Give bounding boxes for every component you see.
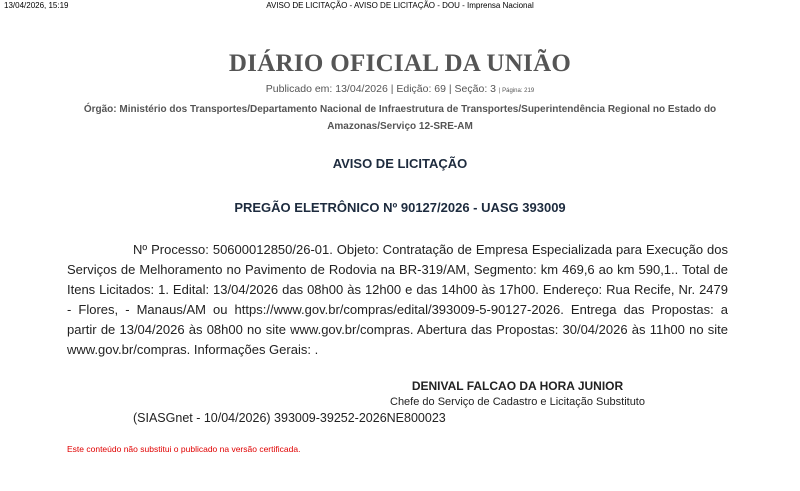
auction-heading: PREGÃO ELETRÔNICO Nº 90127/2026 - UASG 393009 <box>234 200 566 215</box>
signer-role: Chefe do Serviço de Cadastro e Licitação Substituto <box>390 396 645 408</box>
publication-details: Publicado em: 13/04/2026 | Edição: 69 | Seção: 3 <box>265 83 496 95</box>
siasg-reference: (SIASGnet - 10/04/2026) 393009-39252-2026NE800023 <box>133 411 446 425</box>
issuing-organ: Órgão: Ministério dos Transportes/Departamento Nacional de Infraestrutura de Transportes/Superintendência Regional no Estado do Amazonas/Serviço 12-SRE-AM <box>83 104 717 132</box>
notice-heading: AVISO DE LICITAÇÃO <box>332 156 468 171</box>
newspaper-title: DIÁRIO OFICIAL DA UNIÃO <box>228 50 572 77</box>
publication-info <box>0 83 800 95</box>
notice-body: Nº Processo: 50600012850/26-01. Objeto: Contratação de Empresa Especializada para Execução dos Serviços de Melhoramento no Pavimento de Rodovia na BR-319/AM, Segmento: km 469,6 ao km 590,1.. Total de Itens Licitados: 1. Edital: 13/04/2026 das 08h00 às 12h00 e das 14h00 às 17h00. Endereço: Rua Recife, Nr. 2479 - Flores, - Manaus/AM ou https://www.gov.br/compras/edital/393009-5-90127-2026. Entrega das Propostas: a partir de 13/04/2026 às 08h00 no site www.gov.br/compras. Abertura das Propostas: 30/04/2026 às 11h00 no site www.gov.br/compras. Informações Gerais: . <box>67 242 728 357</box>
print-page-title: AVISO DE LICITAÇÃO - AVISO DE LICITAÇÃO - DOU - Imprensa Nacional <box>266 1 534 10</box>
page-number: | Página: 219 <box>498 88 535 94</box>
signer-name: DENIVAL FALCAO DA HORA JUNIOR <box>411 379 624 393</box>
print-date: 13/04/2026, 15:19 <box>4 1 69 10</box>
certification-disclaimer: Este conteúdo não substitui o publicado na versão certificada. <box>67 444 301 454</box>
